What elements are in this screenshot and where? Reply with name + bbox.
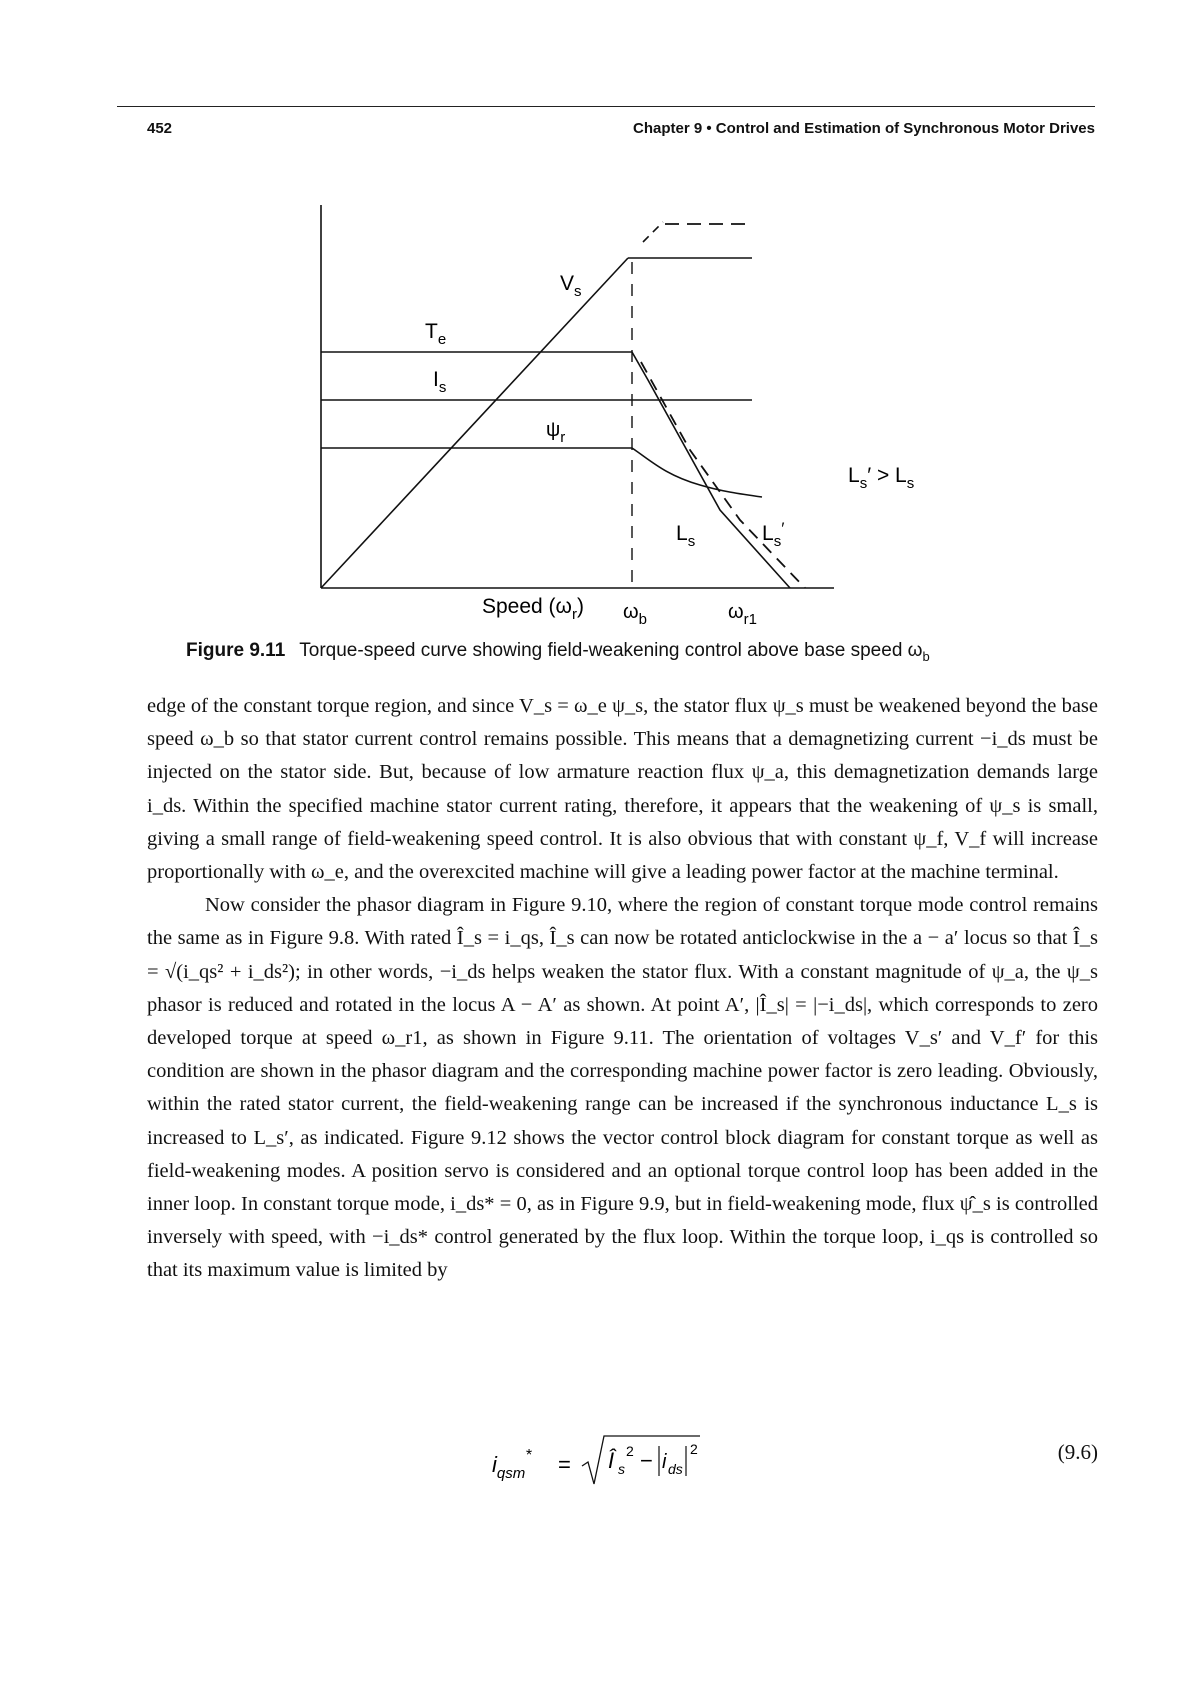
- equation-9-6: [490, 1430, 710, 1490]
- paragraph-1: edge of the constant torque region, and since V_s = ω_e ψ_s, the stator flux ψ_s must be weakened beyond the base speed ω_b so that stator current control remains possible. This means that a demagnetizing current −i_ds must be injected on the stator side. But, because of low armature reaction flux ψ_a, this demagnetization demands large i_ds. Within the specified machine stator current rating, therefore, it appears that the weakening of ψ_s is small, giving a small range of field-weakening speed control. It is also obvious that with constant ψ_f, V_f will increase proportionally with ω_e, and the overexcited machine will give a leading power factor at the machine terminal.: [147, 695, 1098, 884]
- label-omega-b: $\omega_b$: [623, 601, 647, 628]
- svg-text:2: 2: [690, 1441, 698, 1457]
- label-omega-r1: $\omega_{r1}$: [728, 601, 757, 628]
- paragraph-2: Now consider the phasor diagram in Figure 9.10, where the region of constant torque mode control remains the same as in Figure 9.8. With rated Î_s = i_qs, Î_s can now be rotated anticlockwise in the a − a′ locus so that Î_s = √(i_qs² + i_ds²); in other words, −i_ds helps weaken the stator flux. With a constant magnitude of ψ_a, the ψ_s phasor is reduced and rotated in the locus A − A′ as shown. At point A′, |Î_s| = |−i_ds|, which corresponds to zero developed torque at speed ω_r1, as shown in Figure 9.11. The orientation of voltages V_s′ and V_f′ for this condition are shown in the phasor diagram and the corresponding machine power factor is zero leading. Obviously, within the rated stator current, the field-weakening range can be increased if the synchronous inductance L_s is increased to L_s′, as indicated. Figure 9.12 shows the vector control block diagram for constant torque as well as field-weakening modes. A position servo is considered and an optional torque control loop has been added in the inner loop. In constant torque mode, i_ds* = 0, as in Figure 9.9, but in field-weakening mode, flux ψ̂_s is controlled inversely with speed, with −i_ds* control generated by the flux loop. Within the torque loop, i_qs is controlled so that its maximum value is limited by: [147, 894, 1098, 1282]
- label-speed-axis: Speed $(\omega_r)$: [482, 595, 584, 623]
- page-number: 452: [147, 120, 173, 137]
- vs-dashed-extension: [643, 222, 663, 242]
- te-ls-prime-curve: [641, 362, 805, 588]
- te-curve: [321, 352, 790, 588]
- svg-text:ds: ds: [668, 1461, 683, 1477]
- svg-text:Î: Î: [608, 1448, 615, 1473]
- vs-curve: [321, 258, 628, 588]
- figure-caption-text: Torque-speed curve showing field-weakening control above base speed ω: [299, 640, 923, 661]
- psi-r-curve: [321, 448, 762, 497]
- svg-text:s: s: [618, 1461, 625, 1477]
- torque-speed-figure: [0, 0, 1190, 680]
- svg-text:−: −: [640, 1448, 653, 1473]
- svg-text:2: 2: [626, 1443, 634, 1459]
- label-ls-prime-curve: $L_s'$: [762, 519, 785, 550]
- running-head: Chapter 9 • Control and Estimation of Synchronous Motor Drives: [633, 120, 1095, 137]
- label-te: $T_e$: [425, 320, 447, 348]
- label-is: $I_s$: [433, 368, 447, 396]
- equation-number: (9.6): [1057, 1440, 1098, 1464]
- label-ls-curve: $L_s$: [676, 522, 696, 550]
- label-vs: $V_s$: [560, 272, 582, 300]
- figure-label: Figure 9.11: [186, 640, 286, 661]
- figure-caption: Figure 9.11 Torque-speed curve showing field-weakening control above base speed $\omega_b$: [186, 640, 930, 664]
- svg-text:i: i: [662, 1451, 667, 1473]
- label-ls-compare: $L_s' > L_s$: [848, 464, 915, 492]
- svg-text:iqsm*: $i_{qsm}^*$: [492, 1447, 532, 1482]
- svg-text:=: =: [558, 1452, 571, 1477]
- label-psi-r: $\psi_r$: [546, 419, 566, 446]
- body-text: [147, 690, 1098, 1288]
